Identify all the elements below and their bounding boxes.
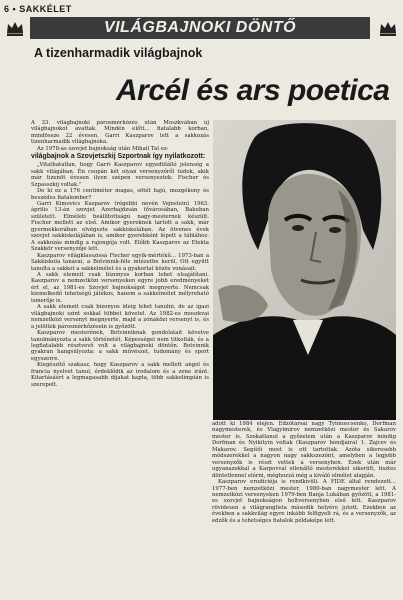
- magazine-name: SAKKÉLET: [19, 4, 72, 14]
- paragraph: Az 1978-as szovjet bajnokság után Mihail Tal ez-: [37, 145, 169, 152]
- paragraph: De ki ez a 176 centiméter magas, sötét hajú, mozgékony és beszédes fiatalember?: [31, 188, 209, 201]
- crown-icon: [377, 17, 399, 39]
- banner-title: VILÁGBAJNOKI DÖNTŐ: [103, 19, 297, 36]
- paragraph: A sakk elemeit csak bizonyos korban lehet elsajátítani. Kaszparov a nemzetközi versenyeken egyre jobb eredményeket ért el, az 1981-es Szovjet bajnokságot megnyerte. Nemcsak kiemelkedő tehetségű játékos, hanem a sakkelmélet mélyreható ismerője is.: [31, 271, 209, 304]
- article-headline: Arcél és ars poetica: [116, 74, 390, 107]
- paragraph: Kaszparov világklasszissá Fischer egyik-mértékű... 1973-ban a Sakkiskola tanárai, a Botvinnik-féle intézetbe kerül. Ott együtt tanulta a sakkot a sakkelmélet és a gyakorlat közös vonásait.: [31, 252, 209, 272]
- subhead: világbajnok a Szovjetszkij Szportnak így nyilatkozott:: [31, 153, 206, 161]
- left-column: [31, 120, 209, 590]
- paragraph: A sakk elemeit csak bizonyos ideig lehet tanulni, de az igazi világbajnoki szint sokkal többet követel. Az 1982-es moszkvai nemzetközi versenyt megnyerte, majd a zónaközi versenyt is, és a jelöltek párosmérkőzésein is győzött.: [31, 304, 209, 330]
- paragraph: Garri Kimovics Kasparov (régebbi nevén Vejnstein) 1963. április 13-án szovjet Azerbajdzsán fővárosában, Bakuban született. Elméleti beállítottságú nagy-mesternek készült. Fischer mellett az első. Amikor gyereknek tartott a sakk, már gyermekkorában elvégezte sakkiskolában. Az ötvenes évek szovjet sakkiskolájában is, amikor gyerekként lépett a táblához. A sakkozás mindig a rajongója volt. Előbb Kaszparov az Elekta Szakkör versenyzője lett.: [31, 200, 209, 253]
- article-kicker: A tizenharmadik világbajnok: [34, 46, 203, 60]
- paragraph: Kaszparov erudíciója is rendkívüli. A FIDE által rendezett... 1977-ben nemzetközi mester, 1980-ban nagymester lett. A nemzetközi versenyeken 1979-ben Banja Lukában győzött, a 1981-es szovjet bajnokságon holtversenyben első lett. Kaszparov rövidesen a világranglista második helyére jutott. Ezekben az években a sakkvilág egyre inkább felfigyelt rá, és a versenyzők, az edzők és a tehetséges fiatalok példaképe lett.: [212, 479, 396, 524]
- paragraph: Kaszparov mesterének, Botvinniknak gondolatait követve tanulmányozta a sakk történetét. Képességei nem titkolták, és a legfiatalabb résztvevő volt a világbajnoki döntőn. Botvinnik gyakran hangsúlyozta: a sakk művészet, tudomány és sport egyszerre.: [31, 330, 209, 362]
- paragraph: adott ki 1984 elején. Edzőtársai nagy Tyimoscsenko, Dorfman nagymesterek, és Vlagyimirov nemzetközi mester és Sakarov mester is. Szokatlanul a győzelem után a Kaszparov mindig Dorfman és Nyikityin voltak (Kaszparov hondjaira) 1. Zajcev és Makarov. Segítői most is ott tartottak. Azóta sikeresebb módszerekkel a nagyon nagy sakkszezónt, amelyben a legjobb versenyzők is részt vettek a versenyben. Ezek után már ugyanazokkal a Karpovval ellenálló mesterekkel sikerült, tisztes döntetlennel elérni, méghozzá még a kiváló elmélet alapján.: [212, 421, 396, 479]
- paragraph: „Vitathatatlan, hogy Garri Kaszparov egyedülálló jelenség a sakk világában. Én csupán két olyan versenyzőről tudok, akik már tizenöt évesen ilyen szépen versenyeztek: Fischer és Szpasszkij voltak.”: [31, 162, 209, 188]
- paragraph: A 33. világbajnoki párosmérkőzés után Moszkvában új világbajnokot avattak. Mindén előtt... fiatalabb korban, mindössze 22 évesen, Garri Kaszparov lett a sakkozás tizenharmadik világbajnoka.: [31, 120, 209, 146]
- crown-icon: [4, 17, 26, 39]
- section-banner: [30, 17, 370, 39]
- paragraph: Kiegészítő szakasz, hogy Kaszparov a sakk mellett angol és francia nyelvet tanul, érdeklődik az irodalom és a zene iránt. Kitartásáért a legmagasabb díjakat kapta, több sakkolimpián is szerepelt.: [31, 362, 209, 388]
- page-number: 6: [4, 4, 10, 14]
- running-head: [4, 4, 72, 14]
- portrait-photo: [213, 120, 396, 420]
- right-column: [212, 421, 396, 591]
- separator: •: [12, 4, 17, 14]
